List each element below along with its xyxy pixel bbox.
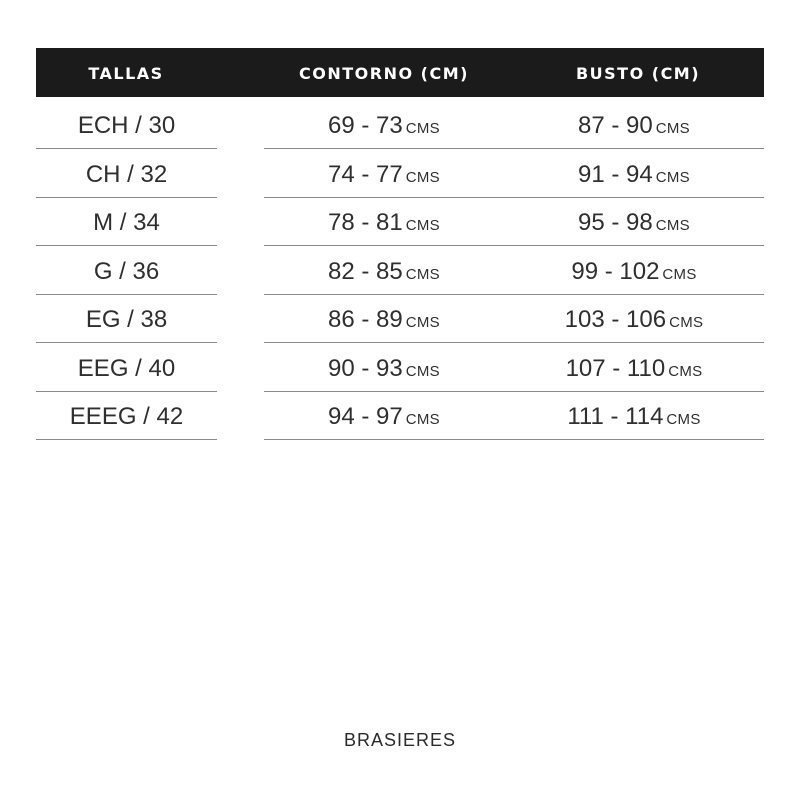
size-table-header (36, 48, 764, 97)
contour-value: 82 - 85 (328, 257, 403, 285)
bust-unit: CMS (662, 265, 697, 283)
contour-cell (264, 198, 504, 246)
header-contorno: CONTORNO (CM) (299, 64, 469, 83)
size-cell: G / 36 (36, 247, 217, 295)
table-row (36, 295, 764, 344)
contour-value: 94 - 97 (328, 403, 403, 430)
contour-cell (264, 101, 504, 149)
contour-unit: CMS (405, 265, 440, 283)
contour-value: 74 - 77 (328, 160, 403, 188)
table-row (36, 344, 764, 393)
bust-unit: CMS (655, 168, 690, 186)
bust-unit: CMS (655, 217, 690, 234)
bust-cell (504, 247, 764, 295)
bust-cell (504, 150, 764, 198)
size-cell: M / 34 (36, 198, 217, 246)
contour-unit: CMS (405, 168, 440, 186)
contour-unit: CMS (405, 314, 440, 331)
bust-value: 99 - 102 (571, 257, 660, 285)
contour-cell (264, 392, 504, 440)
table-row (36, 247, 764, 296)
size-cell: CH / 32 (36, 150, 217, 198)
size-cell: EEEG / 42 (36, 392, 217, 440)
table-row (36, 392, 764, 441)
footer-caption: BRASIERES (343, 730, 457, 750)
contour-value: 90 - 93 (328, 354, 403, 382)
contour-value: 78 - 81 (328, 209, 403, 236)
bust-cell (504, 344, 764, 392)
contour-unit: CMS (405, 120, 440, 137)
contour-unit: CMS (405, 362, 440, 380)
contour-unit: CMS (405, 217, 440, 234)
bust-cell (504, 392, 764, 440)
contour-value: 69 - 73 (328, 112, 403, 139)
size-cell: ECH / 30 (36, 101, 217, 149)
bust-value: 91 - 94 (578, 160, 653, 188)
size-cell: EG / 38 (36, 295, 217, 343)
bust-cell (504, 198, 764, 246)
bust-value: 103 - 106 (564, 306, 667, 333)
table-row (36, 101, 764, 150)
table-row (36, 198, 764, 247)
bust-unit: CMS (655, 120, 690, 137)
bust-cell (504, 101, 764, 149)
bust-value: 107 - 110 (565, 354, 666, 382)
contour-cell (264, 344, 504, 392)
bust-value: 95 - 98 (578, 209, 653, 236)
contour-value: 86 - 89 (328, 306, 403, 333)
bust-value: 111 - 114 (567, 403, 664, 430)
bust-unit: CMS (669, 314, 704, 331)
contour-cell (264, 295, 504, 343)
bust-unit: CMS (668, 362, 703, 380)
table-row (36, 150, 764, 199)
header-tallas: TALLAS (88, 64, 164, 83)
size-cell: EEG / 40 (36, 344, 217, 392)
size-table-body (36, 101, 764, 441)
contour-cell (264, 247, 504, 295)
contour-unit: CMS (405, 411, 440, 428)
bust-value: 87 - 90 (578, 112, 653, 139)
header-busto: BUSTO (CM) (575, 64, 701, 83)
contour-cell (264, 150, 504, 198)
bust-cell (504, 295, 764, 343)
bust-unit: CMS (666, 411, 701, 428)
